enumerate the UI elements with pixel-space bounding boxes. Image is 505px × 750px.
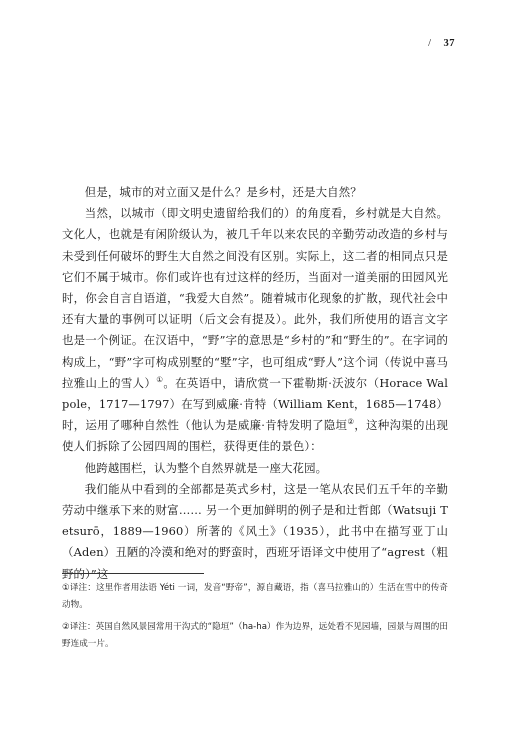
paragraph-text: 。在英语中，请欣赏一下霍勒斯·沃波尔（Horace Walpole，1717—1797）在写到威廉·肯特（William Kent，1685—1748）时，运用了哪种自然性（他认为是威廉·肯特发明了隐垣 bbox=[62, 375, 448, 433]
paragraph-text: 但是，城市的对立面又是什么？是乡村，还是大自然？ bbox=[84, 185, 362, 199]
paragraph-question bbox=[62, 182, 448, 203]
header-separator: / bbox=[428, 38, 432, 49]
paragraph-quote bbox=[62, 458, 448, 479]
footnotes bbox=[62, 580, 448, 658]
footnote-1: ①译注：这里作者用法语 Yéti 一词，发音“野帝”，源自藏语，指（喜马拉雅山的）生活在雪中的传奇动物。 bbox=[62, 583, 448, 610]
paragraph-english-countryside bbox=[62, 479, 448, 585]
footnote-ref-2[interactable]: ② bbox=[347, 417, 355, 427]
footnote-2: ②译注：英国自然风景园常用干沟式的“隐垣”（ha-ha）作为边界，远处看不见园墙，园景与周围的田野连成一片。 bbox=[62, 622, 448, 649]
paragraph-text: 我们能从中看到的全部都是英式乡村，这是一笔从农民们五千年的辛勤劳动中继承下来的财富…… 另一个更加鲜明的例子是和辻哲郎（Watsuji Tetsurō，1889—1960）所著的《风土》（1935），此书中在描写亚丁山（Aden）丑陋的冷漠和绝对的野蛮时，西班牙语译文中使用了“agrest（粗野的）”这 bbox=[62, 481, 448, 581]
footnote-divider bbox=[62, 573, 204, 574]
paragraph-text: 他跨越围栏，认为整个自然界就是一座大花园。 bbox=[84, 460, 328, 475]
main-text bbox=[62, 182, 448, 585]
paragraph-text: 当然，以城市（即文明史遗留给我们的）的角度看，乡村就是大自然。文化人，也就是有闲阶级认为，被几千年以来农民的辛勤劳动改造的乡村与未受到任何破坏的野生大自然之间没有区别。实际上，这二者的相同点只是它们不属于城市。你们或许也有过这样的经历，当面对一道美丽的田园风光时，你会自言自语道，“我爱大自然”。随着城市化现象的扩散，现代社会中还有大量的事例可以证明（后文会有提及）。此外，我们所使用的语言文字也是一个例证。在汉语中，“野”字的意思是“乡村的”和“野生的”。在字词的构成上，“野”字可构成别墅的“墅”字，也可组成“野人”这个词（传说中喜马拉雅山上的雪人） bbox=[62, 206, 448, 390]
running-header bbox=[428, 38, 455, 49]
paragraph-text: ，这种沟渠的出现使人们拆除了公园四周的围栏，获得更佳的景色）： bbox=[62, 418, 448, 454]
page-number: 37 bbox=[443, 38, 455, 49]
footnote-ref-1[interactable]: ① bbox=[156, 375, 164, 385]
paragraph-city-nature bbox=[62, 203, 448, 457]
